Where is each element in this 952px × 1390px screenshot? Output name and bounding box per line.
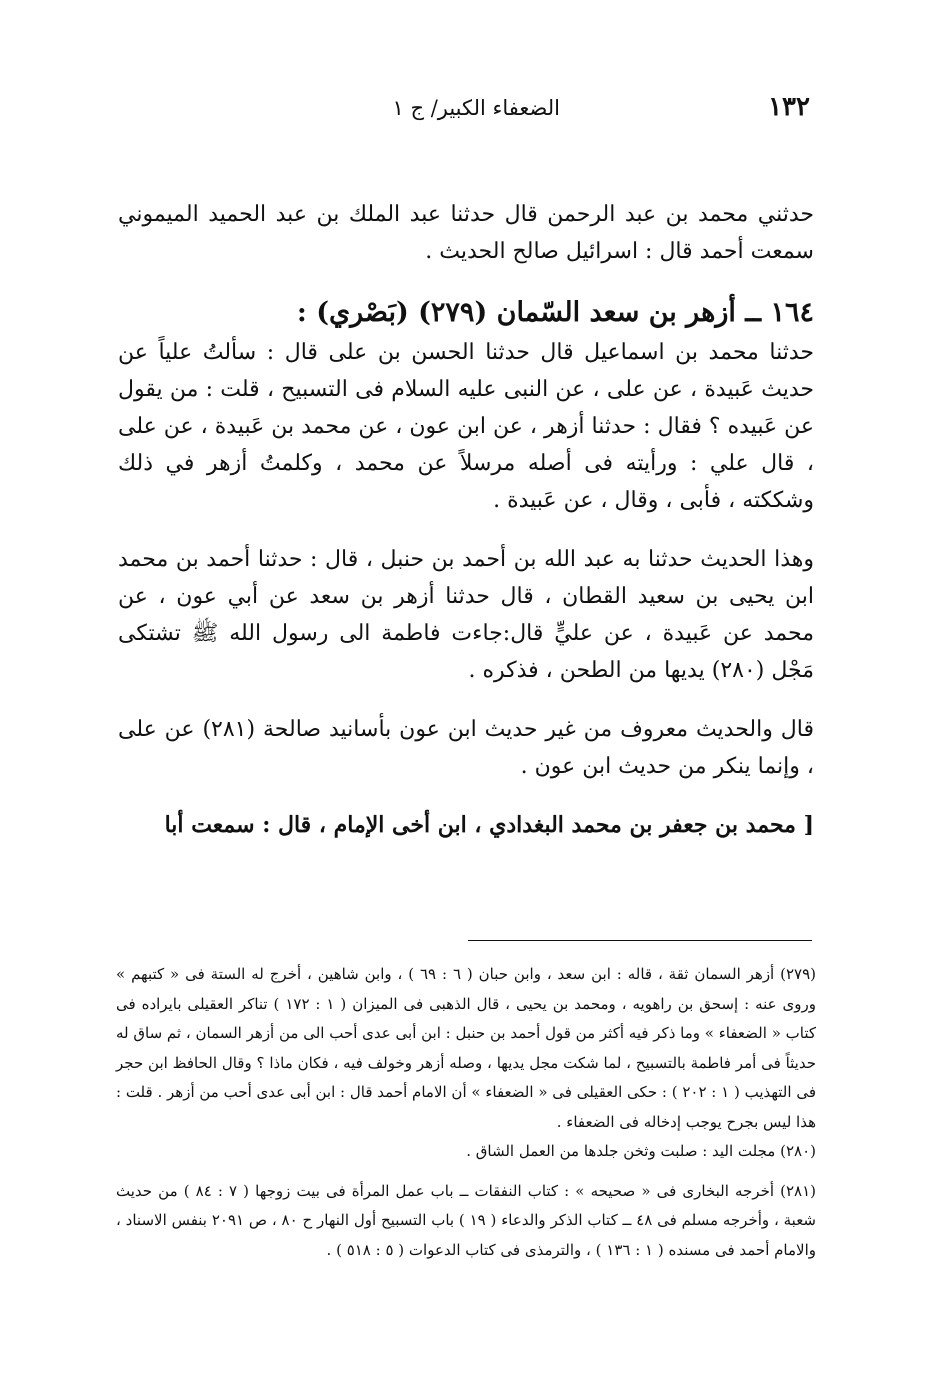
footnotes — [116, 960, 816, 1265]
page-number: ١٣٢ — [768, 92, 810, 122]
footnote-279: (٢٧٩) أزهر السمان ثقة ، قاله : ابن سعد ، وابن حبان ( ٦ : ٦٩ ) ، وابن شاهين ، أخرج له الستة فى « كتبهم » وروى عنه : إسحق بن راهويه ، ومحمد بن يحيى ، قال الذهبى فى الميزان ( ١ : ١٧٢ ) تناكر العقيلى بايراده فى كتاب « الضعفاء » وما ذكر فيه أكثر من قول أحمد بن حنبل : ابن أبى عدى أحب الى من أزهر السمان ، ثم ساق له حديثاً فى أمر فاطمة بالتسبيح ، لما شكت مجل يديها ، وصله أزهر وخولف فيه ، فكان ماذا ؟ وقال الحافظ ابن حجر فى التهذيب ( ١ : ٢٠٢ ) : حكى العقيلى فى « الضعفاء » أن الامام أحمد قال : ابن أبى عدى أحب من أزهر . قلت : هذا ليس بجرح يوجب إدخاله فى الضعفاء . — [116, 965, 817, 1131]
paragraph-2: حدثنا محمد بن اسماعيل قال حدثنا الحسن بن على قال : سألتُ علياً عن حديث عَبيدة ، عن على ، عن النبى عليه السلام فى التسبيح ، قلت : من يقول عن عَبيده ؟ فقال : حدثنا أزهر ، عن ابن عون ، عن محمد بن عَبيدة ، عن على ، قال علي : ورأيته فى أصله مرسلاً عن محمد ، وكلمتُ أزهر في ذلك وشككته ، فأبى ، وقال ، عن عَبيدة . — [118, 340, 814, 513]
main-text — [118, 196, 814, 844]
paragraph-5: [ محمد بن جعفر بن محمد البغدادي ، ابن أخى الإمام ، قال : سمعت أبا — [164, 812, 814, 838]
footnote-281: (٢٨١) أخرجه البخارى فى « صحيحه » : كتاب النفقات ــ باب عمل المرأة فى بيت زوجها ( ٧ : ٨٤ ) من حديث شعبة ، وأخرجه مسلم فى ٤٨ ــ كتاب الذكر والدعاء ( ١٩ ) باب التسبيح أول النهار ح ٨٠ ، ص ٢٠٩١ بنفس الاسناد ، والامام أحمد فى مسنده ( ١ : ١٣٦ ) ، والترمذى فى كتاب الدعوات ( ٥ : ٥١٨ ) . — [116, 1181, 817, 1259]
running-title: الضعفاء الكبير/ ج ١ — [392, 96, 560, 120]
entry-heading: ١٦٤ ــ أزهر بن سعد السّمان (٢٧٩) (بَصْري) : — [296, 297, 814, 328]
footnote-280: (٢٨٠) مجلت اليد : صلبت وثخن جلدها من العمل الشاق . — [466, 1142, 816, 1160]
footnote-divider — [468, 940, 812, 941]
page-header — [120, 92, 810, 132]
paragraph-3: وهذا الحديث حدثنا به عبد الله بن أحمد بن حنبل ، قال : حدثنا أحمد بن محمد ابن يحيى بن سعيد القطان ، قال حدثنا أزهر بن سعد عن أبي عون ، عن محمد عن عَبيدة ، عن عليٍّ قال:جاءت فاطمة الى رسول الله ﷺ تشتكى مَجْل (٢٨٠) يديها من الطحن ، فذكره . — [118, 547, 814, 683]
paragraph-1: حدثني محمد بن عبد الرحمن قال حدثنا عبد الملك بن عبد الحميد الميموني سمعت أحمد قال : اسرائيل صالح الحديث . — [118, 202, 814, 264]
paragraph-4: قال والحديث معروف من غير حديث ابن عون بأسانيد صالحة (٢٨١) عن على ، وإنما ينكر من حديث ابن عون . — [118, 717, 814, 779]
